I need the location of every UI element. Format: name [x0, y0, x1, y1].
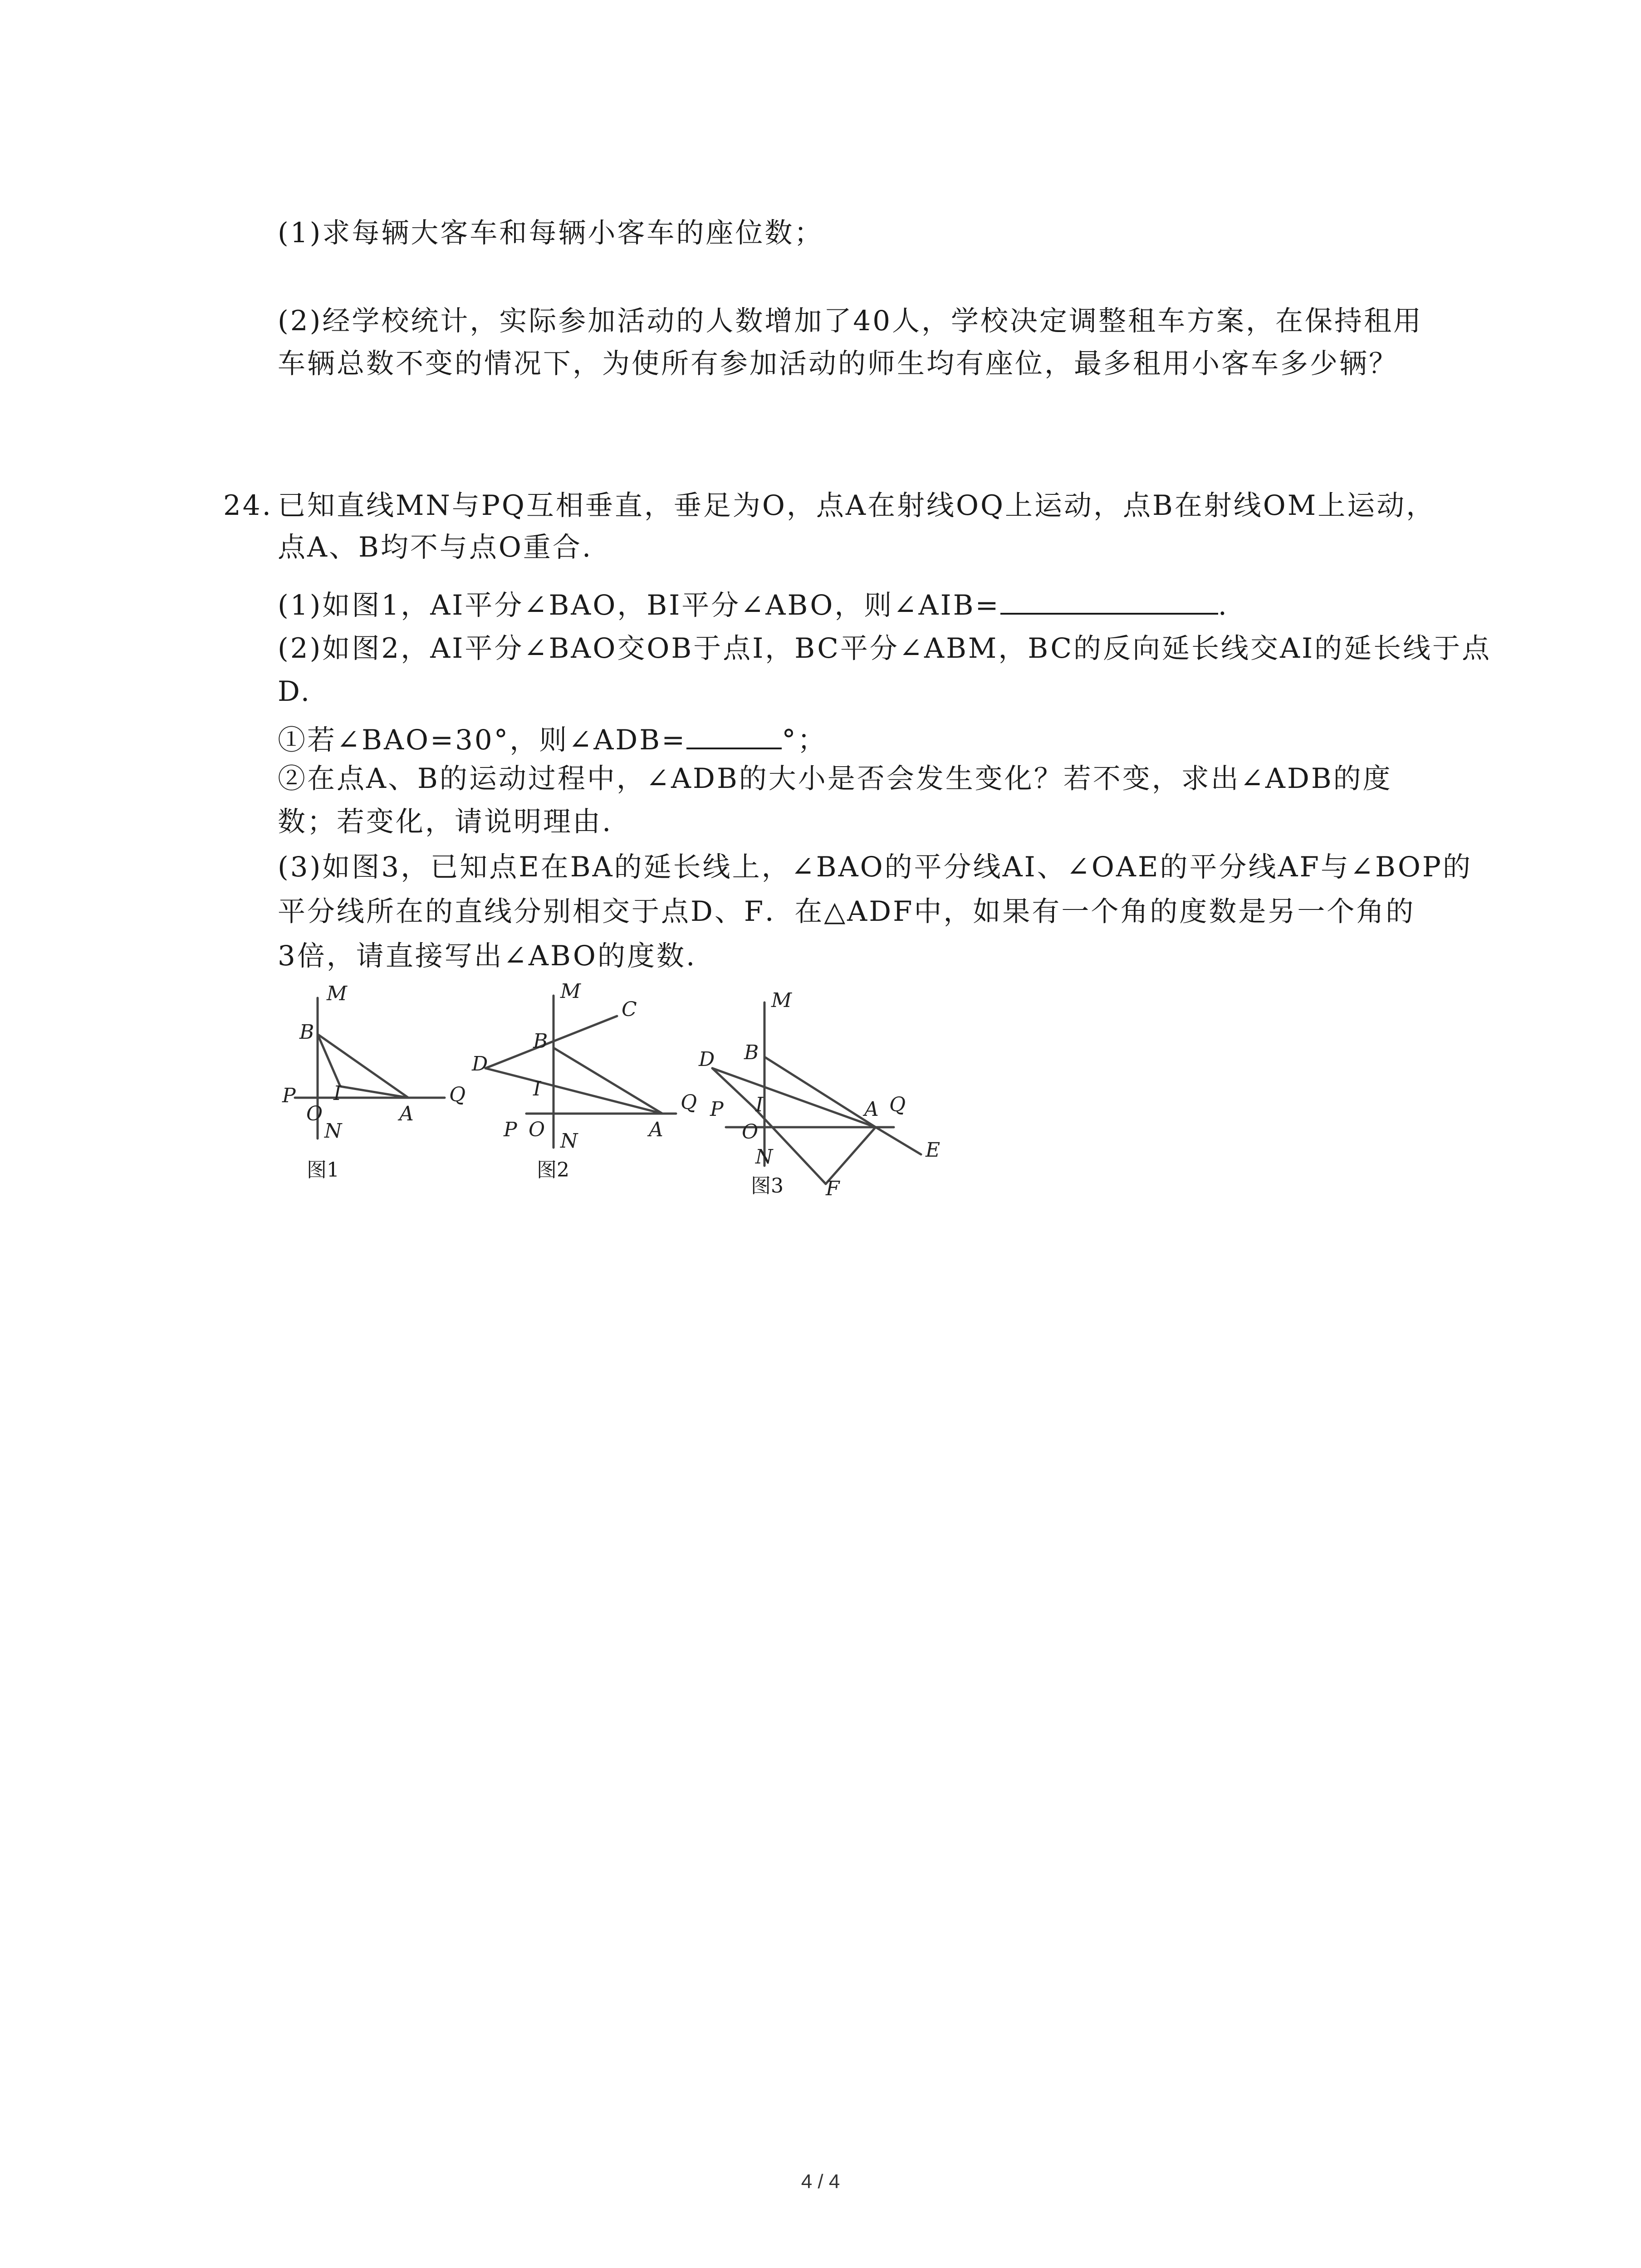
- q24-stem-line2: 点A、B均不与点O重合.: [278, 531, 593, 563]
- q24-part2-line1: (2)如图2，AI平分∠BAO交OB于点I，BC平分∠ABM，BC的反向延长线交AI的延长线于点: [278, 632, 1492, 665]
- fig3-label-A: A: [864, 1098, 879, 1121]
- fig1-label-I: I: [333, 1082, 342, 1105]
- fig3-label-F: F: [826, 1177, 840, 1200]
- q23-part2-line2: 车辆总数不变的情况下，为使所有参加活动的师生均有座位，最多租用小客车多少辆？: [278, 347, 1399, 380]
- q24-part2-ii-line2: 数；若变化，请说明理由.: [278, 806, 613, 838]
- fig2-label-C: C: [622, 998, 637, 1021]
- q23-part2-line1: (2)经学校统计，实际参加活动的人数增加了40人，学校决定调整租车方案，在保持租用: [278, 305, 1423, 337]
- fig2-label-Q: Q: [681, 1091, 697, 1114]
- fig1-label-O: O: [306, 1102, 323, 1125]
- fig3-label-O: O: [742, 1120, 759, 1144]
- fig2-label-M: M: [560, 980, 581, 1003]
- q24-part1-period: .: [1218, 589, 1229, 621]
- q24-part2-i: [278, 718, 827, 758]
- fig1-label-B: B: [299, 1021, 314, 1044]
- q24-part3-line1: (3)如图3，已知点E在BA的延长线上，∠BAO的平分线AI、∠OAE的平分线AF与∠BOP的: [278, 851, 1472, 883]
- q24-part2-i-unit: °；: [782, 724, 827, 756]
- fig2-label-B: B: [533, 1030, 548, 1053]
- q24-number: 24.: [223, 489, 273, 522]
- answer-blank-1[interactable]: [1000, 583, 1218, 615]
- q24-part1-text: (1)如图1，AI平分∠BAO，BI平分∠ABO，则∠AIB=: [278, 589, 1000, 621]
- fig1-label-N: N: [324, 1119, 342, 1143]
- fig3-label-N: N: [755, 1145, 773, 1168]
- q24-part3-line2: 平分线所在的直线分别相交于点D、F．在△ADF中，如果有一个角的度数是另一个角的: [278, 895, 1416, 928]
- answer-blank-2[interactable]: [686, 718, 782, 749]
- q24-part2-line2: D.: [278, 675, 312, 708]
- q24-stem-line1: 已知直线MN与PQ互相垂直，垂足为O，点A在射线OQ上运动，点B在射线OM上运动，: [278, 489, 1436, 522]
- fig1-label-A: A: [399, 1102, 414, 1125]
- q23-part1: (1)求每辆大客车和每辆小客车的座位数；: [278, 217, 824, 249]
- fig3-label-M: M: [771, 989, 792, 1012]
- figure-3-caption: 图3: [751, 1174, 784, 1198]
- fig3-label-D: D: [699, 1048, 715, 1071]
- fig2-label-I: I: [533, 1077, 541, 1100]
- fig3-label-I: I: [755, 1093, 764, 1116]
- figure-2-caption: 图2: [537, 1158, 569, 1182]
- page-number: 4 / 4: [801, 2170, 840, 2193]
- fig2-label-A: A: [649, 1118, 663, 1141]
- fig2-label-N: N: [560, 1129, 578, 1153]
- fig1-label-M: M: [327, 982, 348, 1005]
- q24-part1: [278, 583, 1229, 624]
- fig3-label-E: E: [926, 1139, 941, 1162]
- fig2-label-O: O: [529, 1118, 545, 1141]
- fig1-label-P: P: [282, 1084, 296, 1107]
- fig3-label-B: B: [744, 1041, 759, 1064]
- fig3-label-Q: Q: [889, 1093, 906, 1116]
- q24-part2-i-text: ①若∠BAO=30°，则∠ADB=: [278, 724, 687, 756]
- fig3-label-P: P: [710, 1098, 724, 1121]
- fig1-label-Q: Q: [449, 1083, 466, 1106]
- fig2-label-D: D: [472, 1052, 488, 1075]
- q24-part3-line3: 3倍，请直接写出∠ABO的度数.: [278, 940, 697, 972]
- figure-1: [272, 982, 466, 1168]
- fig2-label-P: P: [504, 1118, 517, 1141]
- figure-2: [472, 980, 699, 1168]
- figure-1-caption: 图1: [307, 1158, 339, 1182]
- q24-part2-ii-line1: ②在点A、B的运动过程中，∠ADB的大小是否会发生变化？若不变，求出∠ADB的度: [278, 763, 1392, 795]
- figure-3: [699, 989, 953, 1204]
